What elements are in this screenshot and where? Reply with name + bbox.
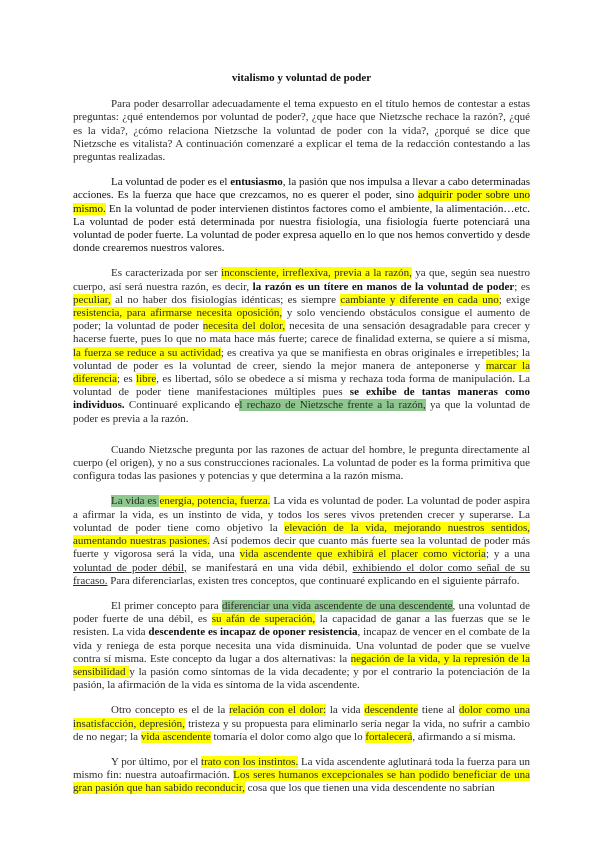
paragraph-4 [73,444,530,484]
text-run: cosa que los que tienen una vida descendente no sabrían [244,782,495,795]
text-run: La vida es voluntad de poder. La voluntad de poder aspira a afirmar la vida, es un instinto de vida, y todos los seres vivos pretenden crecer y superarse. La voluntad de poder tiene como objetivo la [73,495,531,534]
text-run: tomaría el dolor como algo que lo [210,730,366,743]
text-run: , una voluntad de poder fuerte de una débil, es [73,599,530,626]
text-run: tristeza y su propuesta para eliminarlo sería negar la vida, no sufrir a cambio de no negar; la [73,717,530,743]
yellow-highlight: energía, potencia, fuerza. [159,495,271,508]
document-title: vitalismo y voluntad de poder [231,72,372,84]
yellow-highlight: resistencia, para afirmarse necesita oposición, [73,307,283,320]
text-run: necesita de una sensación desagradable para crecer y hacerse fuerte, pues lo que no mata hace más fuerte; carece de finalidad externa, se quiere a sí misma, [73,320,530,346]
yellow-highlight: libre [136,373,157,386]
text-run: la vida [326,704,365,717]
yellow-highlight: vida ascendente que exhibirá el placer como victoria [239,548,486,561]
yellow-highlight: peculiar, [73,293,111,306]
green-highlight: La vida es [111,495,160,508]
underlined-text: voluntad de poder débil, [73,561,187,574]
text-run: ; exige [498,293,530,306]
yellow-highlight: negación de la vida, y la represión de la sensibilidad [73,652,530,678]
text-run: al no haber dos fisiologías idénticas; es siempre [110,293,341,306]
yellow-highlight: descendente [364,704,419,717]
text-run: Y por último, por el [111,755,202,768]
yellow-highlight: vida ascendente [140,730,211,743]
text-run: Cuando Nietzsche pregunta por las razones de actuar del hombre, le pregunta directamente al cuerpo (el origen), y no a sus construcciones racionales. La voluntad de poder es la forma primitiva que configura todas las pasiones y potencias y que determina a la razón misma. [73,443,530,483]
paragraph-1 [73,98,530,164]
text-run: y solo venciendo obstáculos consigue el aumento de poder; la voluntad de poder [73,307,530,333]
yellow-highlight: la fuerza se reduce a su actividad [73,346,221,359]
yellow-highlight: dolor como una insatisfacción, depresión, [73,704,530,730]
paragraph-3 [73,267,530,425]
paragraph-7 [73,704,530,744]
text-run: La voluntad de poder es el [111,176,231,189]
text-run: ya que la voluntad de poder es previa a la razón. [73,399,530,425]
text-run: Así podemos decir que cuanto más fuerte sea la voluntad de poder más fuerte y vigorosa será la vida, una [73,535,531,561]
yellow-highlight: trato con los instintos. [201,755,299,768]
text-run: tiene al [418,704,459,717]
bold-text: se exhibe de tantas maneras como individuos. [73,386,530,412]
green-highlight: diferenciar una vida ascendente de una descendente [221,599,453,612]
text-run: , la pasión que nos impulsa a llevar a cabo determinadas acciones. Es la fuerza que hace que crezcamos, no es querer el poder, sino [73,176,530,202]
text-run: la capacidad de ganar a las fuerzas que se le resisten. La vida [73,613,530,639]
text-run: Es caracterizada por ser [111,267,222,280]
text-run: La vida ascendente aglutinará toda la fuerza para un mismo fin: nuestra autoafirmación. [73,755,530,782]
green-highlight: l rechazo de Nietzsche frente a la razón, [239,399,426,412]
underlined-text: exhibiendo el dolor como señal de su fracaso. [73,561,530,587]
text-run: ya que, según sea nuestro cuerpo, así será nuestra razón, es decir, [73,267,530,293]
text-run: ; es [116,373,137,386]
document-body [73,98,530,795]
yellow-highlight: relación con el dolor: [229,704,327,717]
text-run: se manifestará en una vida débil, [186,561,353,574]
text-run: , incapaz de vencer en el combate de la vida y reniega de esta porque necesita una vida disminuida. Una voluntad de poder que se vuelve contra sí misma. Este concepto da lugar a dos alternativas: la [73,626,530,665]
text-run: Para poder desarrollar adecuadamente el tema expuesto en el título hemos de contestar a estas preguntas: ¿qué entendemos por voluntad de poder?, ¿que hace que Nietzsche rechace la razón?, ¿qué es la vida?, ¿cómo relaciona Nietzsche la voluntad de poder con la vida?, ¿porqué se dice que Nietzsche es vitalista? A continuación comenzaré a explicar el tema de la redacción contestando a las preguntas realizadas. [73,98,530,164]
text-run: , es libertad, sólo se obedece a sí misma y rechaza toda forma de manipulación. La voluntad de poder tiene manifestaciones múltiples pues [73,373,530,399]
yellow-highlight: Los seres humanos excepcionales se han podido beneficiar de una gran pasión que han sabido reconducir, [73,769,530,795]
text-run: ; es [514,280,530,293]
yellow-highlight: cambiante y diferente en cada uno [340,293,499,306]
text-run: En la voluntad de poder intervienen distintos factores como el ambiente, la alimentación…etc. La voluntad de poder está determinada por nuestra fisiología, una fisiología fuerte potenciará una voluntad de poder fuerte. La voluntad de poder expresa aquello en lo que nos hemos convertido y desde donde crearemos nuestros valores. [73,202,530,255]
bold-text: descendente es incapaz de oponer resistencia [148,626,358,639]
text-run: El primer concepto para [111,599,222,612]
yellow-highlight: necesita del dolor, [202,320,286,333]
text-run: y la pasión como síntomas de la vida decadente; y por el contrario la potenciación de la pasión, la afirmación de la vida es síntoma de la vida ascendente. [73,665,530,692]
text-run: , afirmando a sí misma. [412,730,516,743]
text-run: ; y a una [485,548,531,561]
yellow-highlight: marcar la diferencia [73,359,530,386]
yellow-highlight: elevación de la vida, mejorando nuestros sentidos, aumentando nuestras pasiones. [73,521,530,548]
text-run: Continuaré explicando e [124,399,240,412]
text-run: ; es creativa ya que se manifiesta en obras originales e irrepetibles; la voluntad de poder es la voluntad de creer, siendo la mejor manera de anteponerse y [73,346,530,372]
yellow-highlight: su afán de superación, [211,613,316,626]
paragraph-8 [73,756,530,796]
yellow-highlight: inconsciente, irreflexiva, previa a la razón, [221,267,412,280]
bold-text: entusiasmo [230,176,283,189]
paragraph-2 [73,176,530,255]
bold-text: la razón es un títere en manos de la voluntad de poder [252,280,515,293]
document-page [73,72,530,808]
paragraph-6 [73,600,530,692]
text-run: Otro concepto es el de la [111,704,230,717]
text-run: Para diferenciarlas, existen tres conceptos, que continuaré explicando en el siguiente párrafo. [107,574,520,587]
yellow-highlight: fortalecerá [365,730,413,743]
yellow-highlight: adquirir poder sobre uno mismo. [73,189,530,215]
paragraph-5 [73,495,530,587]
